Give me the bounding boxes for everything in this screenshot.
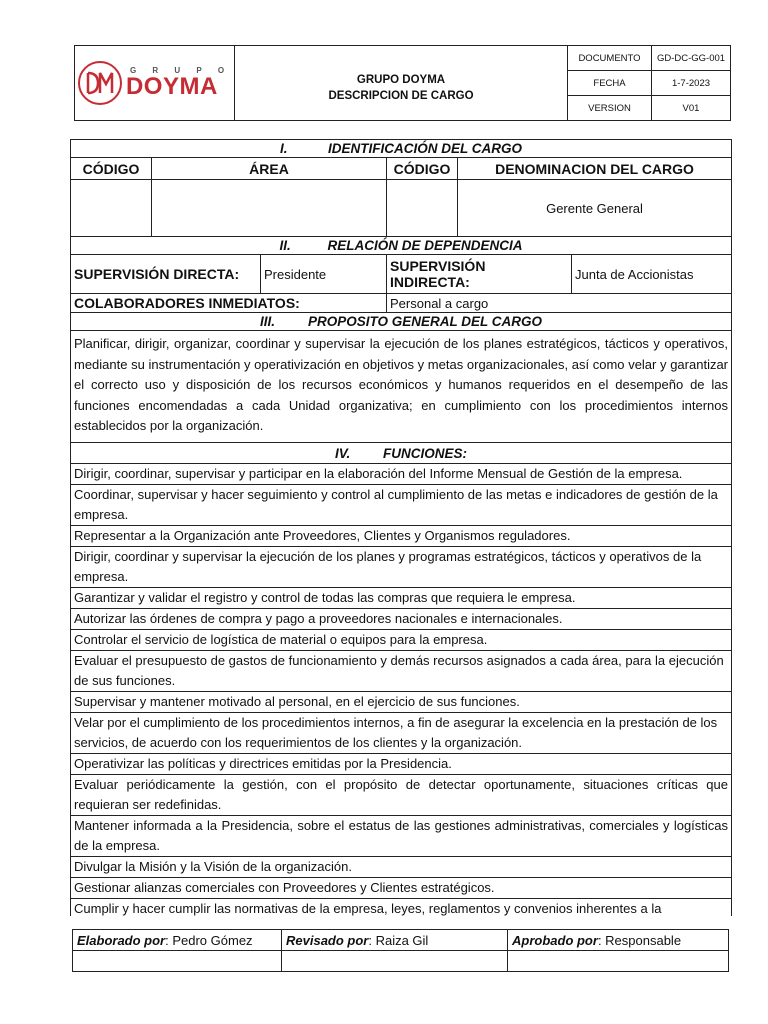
section-3-header <box>71 313 732 331</box>
aprobado-cell <box>508 930 729 951</box>
signature-block <box>72 929 729 972</box>
funcion-item: Autorizar las órdenes de compra y pago a proveedores nacionales e internacionales. <box>71 609 732 630</box>
company-logo <box>78 61 231 105</box>
meta-key-fecha: FECHA <box>568 71 652 96</box>
meta-value-documento: GD-DC-GG-001 <box>652 46 731 71</box>
document-title <box>235 46 568 121</box>
codigo-2-value <box>387 180 458 237</box>
job-description-form <box>70 139 732 916</box>
funcion-item: Coordinar, supervisar y hacer seguimiento y control al cumplimiento de las metas e indicadores de gestión de la empresa. <box>71 485 732 526</box>
col-codigo-2: CÓDIGO <box>387 158 458 180</box>
logo-cell <box>75 46 235 121</box>
revisado-signature-field <box>282 951 508 972</box>
meta-key-version: VERSION <box>568 96 652 121</box>
col-area: ÁREA <box>152 158 387 180</box>
logo-emblem-icon <box>78 61 122 105</box>
elaborado-value: : Pedro Gómez <box>165 932 253 948</box>
title-company: GRUPO DOYMA <box>356 74 446 86</box>
col-denominacion: DENOMINACION DEL CARGO <box>458 158 732 180</box>
aprobado-label: Aprobado por <box>512 932 598 948</box>
section-3-number: III. <box>259 314 275 329</box>
funcion-item: Dirigir, coordinar, supervisar y participar en la elaboración del Informe Mensual de Gestión de la empresa. <box>71 464 732 485</box>
area-value <box>152 180 387 237</box>
supervision-directa-value: Presidente <box>261 255 387 294</box>
funcion-item-text: Cumplir y hacer cumplir las normativas de la empresa, leyes, reglamentos y convenios inherentes a la <box>74 901 662 916</box>
supervision-indirecta-value: Junta de Accionistas <box>572 255 732 294</box>
funcion-item: Velar por el cumplimiento de los procedimientos internos, a fin de asegurar la excelencia en la prestación de los servicios, de acuerdo con los requerimientos de los clientes y la organización. <box>71 713 732 754</box>
logo-group-word: G R U P O <box>129 66 232 75</box>
proposito-text: Planificar, dirigir, organizar, coordinar y supervisar la ejecución de los planes estratégicos, tácticos y operativos, mediante su instrumentación y operativización en objetivos y metas organizacionales, así como velar y garantizar el correcto uso y disposición de los recursos económicos y humanos requeridos en el desempeño de las funciones encomendadas a cada Unidad organizativa; en cumplimiento con los procedimientos internos establecidos por la organización. <box>71 331 732 443</box>
section-4-header <box>71 443 732 464</box>
meta-value-fecha: 1-7-2023 <box>652 71 731 96</box>
codigo-value <box>71 180 152 237</box>
revisado-label: Revisado por <box>286 932 369 948</box>
colaboradores-label: COLABORADORES INMEDIATOS: <box>71 294 387 313</box>
aprobado-signature-field <box>508 951 729 972</box>
section-1-title: IDENTIFICACIÓN DEL CARGO <box>328 141 523 156</box>
section-1-header <box>71 140 732 158</box>
col-codigo: CÓDIGO <box>71 158 152 180</box>
section-4-title: FUNCIONES: <box>383 445 467 461</box>
section-2-number: II. <box>279 238 291 253</box>
funcion-item: Garantizar y validar el registro y control de todas las compras que requiera le empresa. <box>71 588 732 609</box>
funcion-item: Gestionar alianzas comerciales con Proveedores y Clientes estratégicos. <box>71 878 732 899</box>
supervision-indirecta-label: SUPERVISIÓN INDIRECTA: <box>387 255 572 294</box>
colaboradores-value: Personal a cargo <box>387 294 732 313</box>
section-3-title: PROPOSITO GENERAL DEL CARGO <box>307 314 543 329</box>
funcion-item: Evaluar el presupuesto de gastos de funcionamiento y demás recursos asignados a cada área, para la ejecución de sus funciones. <box>71 651 732 692</box>
document-header <box>74 45 731 121</box>
revisado-value: : Raiza Gil <box>368 932 429 948</box>
section-2-title: RELACIÓN DE DEPENDENCIA <box>327 238 523 253</box>
supervision-directa-label: SUPERVISIÓN DIRECTA: <box>71 255 261 294</box>
meta-value-version: V01 <box>652 96 731 121</box>
funcion-item: Mantener informada a la Presidencia, sobre el estatus de las gestiones administrativas, comerciales y logísticas de la empresa. <box>71 816 732 857</box>
funcion-item: Representar a la Organización ante Proveedores, Clientes y Organismos reguladores. <box>71 526 732 547</box>
denominacion-value: Gerente General <box>458 180 732 237</box>
aprobado-value: : Responsable <box>597 932 682 948</box>
section-1-number: I. <box>280 141 288 156</box>
section-2-header <box>71 237 732 255</box>
funcion-item-truncated <box>71 899 732 917</box>
elaborado-label: Elaborado por <box>77 932 166 948</box>
elaborado-signature-field <box>73 951 282 972</box>
section-4-number: IV. <box>335 445 351 461</box>
funcion-item: Divulgar la Misión y la Visión de la organización. <box>71 857 732 878</box>
funcion-item: Dirigir, coordinar y supervisar la ejecución de los planes y programas estratégicos, tácticos y operativos de la empresa. <box>71 547 732 588</box>
elaborado-cell <box>73 930 282 951</box>
funcion-item: Supervisar y mantener motivado al personal, en el ejercicio de sus funciones. <box>71 692 732 713</box>
revisado-cell <box>282 930 508 951</box>
funcion-item: Operativizar las políticas y directrices emitidas por la Presidencia. <box>71 754 732 775</box>
funcion-item: Controlar el servicio de logística de material o equipos para la empresa. <box>71 630 732 651</box>
funcion-item: Evaluar periódicamente la gestión, con el propósito de detectar oportunamente, situaciones críticas que requieran ser redefinidas. <box>71 775 732 816</box>
title-doc-type: DESCRIPCION DE CARGO <box>328 90 474 102</box>
logo-brand-name: DOYMA <box>125 73 218 100</box>
meta-key-documento: DOCUMENTO <box>568 46 652 71</box>
